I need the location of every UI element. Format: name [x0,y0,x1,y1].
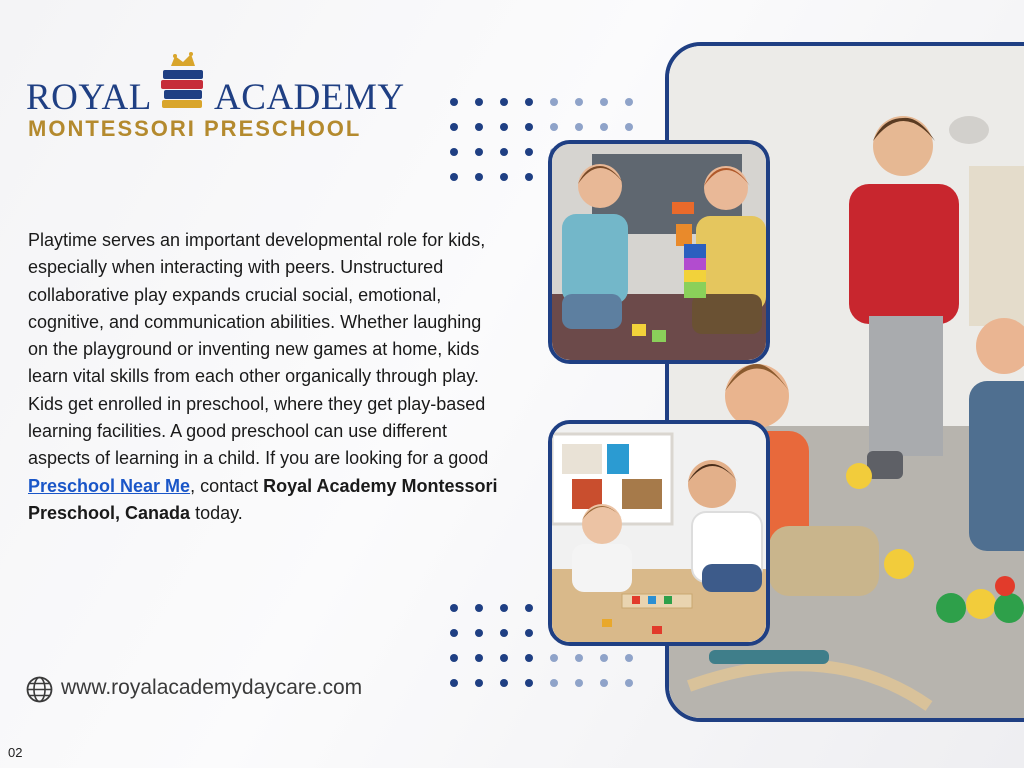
website-footer [26,676,406,706]
body-text-1: Playtime serves an important developmental role for kids, especially when interacting with peers. Unstructured collaborative play expands crucial social, emotional, cognitive, and communication abilities. Whether laughing on the playground or inventing new games at home, kids learn vital skills from each other organically through play. Kids get enrolled in preschool, where they get play-based learning facilities. A good preschool can use different aspects of learning in a child. If you are looking for a good [28,230,489,469]
logo-subtitle: MONTESSORI PRESCHOOL [28,116,362,141]
body-bold-name: Royal Academy Montessori Preschool, Canada [28,475,498,523]
body-text-3: today. [190,502,243,523]
books-crown-icon [157,52,209,112]
logo-word-royal: ROYAL [26,77,152,118]
page-number: 02 [8,745,23,760]
preschool-near-me-link[interactable]: Preschool Near Me [28,475,191,496]
website-url[interactable]: www.royalacademydaycare.com [61,676,363,699]
blocks-photo [548,140,770,364]
body-text-2: , contact [190,475,264,496]
body-paragraph [28,227,503,527]
puzzle-photo [548,420,770,646]
globe-icon [26,676,53,703]
logo-word-academy: ACADEMY [214,77,405,118]
logo [26,52,406,142]
